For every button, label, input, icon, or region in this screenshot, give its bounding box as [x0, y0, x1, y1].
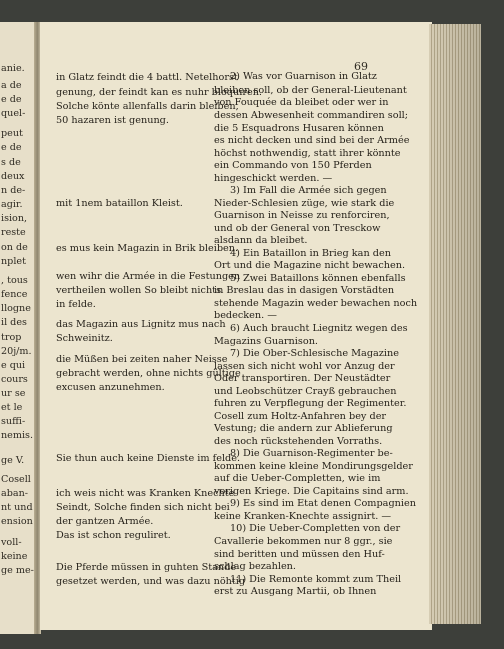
left-column-line: 50 hazaren ist genung. [56, 115, 169, 126]
right-column-line: sind beritten und müssen den Huf- [214, 549, 385, 560]
left-column-line: Seindt, Solche finden sich nicht bei [56, 502, 230, 513]
facing-page-line: ur se [1, 388, 26, 399]
left-column-line: in Glatz feindt die 4 battl. Netelhorst [56, 72, 238, 83]
left-column-line: gebracht werden, ohne nichts gültige [56, 368, 241, 379]
left-column-line: der gantzen Armée. [56, 516, 154, 527]
facing-page-line: agir. [1, 199, 23, 210]
facing-page-line: quel- [1, 108, 26, 119]
right-column-line: stehende Magazin weder bewachen noch [214, 298, 418, 309]
page-number: 69 [354, 60, 368, 73]
facing-page-line: nemis. [1, 430, 33, 441]
facing-page-line: s de [1, 157, 21, 168]
facing-page-line: nplet [1, 256, 26, 267]
left-column-line: es mus kein Magazin in Brik bleiben. [56, 243, 239, 254]
left-column-line: genung, der feindt kan es nuhr bloquiren. [56, 87, 263, 98]
right-column-line: Vestung; die andern zur Ablieferung [214, 423, 393, 434]
right-column-line: Oder transportiren. Der Neustädter [214, 373, 391, 384]
facing-page-line: llogne [1, 303, 31, 314]
facing-page-line: suffi- [1, 416, 26, 427]
left-column-line: Schweinitz. [56, 333, 113, 344]
facing-page-line: aban- [1, 488, 29, 499]
right-column-line: keine Kranken-Knechte assignirt. — [214, 511, 392, 522]
facing-page-line: nt und [1, 502, 33, 513]
page-edges-shade [429, 24, 481, 624]
facing-page-line: , tous [1, 275, 28, 286]
left-column-line: die Müßen bei zeiten naher Neisse [56, 354, 228, 365]
facing-page-line: 20j/m. [1, 346, 32, 357]
facing-page-line: reste [1, 227, 26, 238]
right-column-line: von Fouquée da bleibet oder wer in [214, 97, 389, 108]
facing-page-line: deux [1, 171, 25, 182]
right-column-line: 2) Was vor Guarnison in Glatz [230, 71, 377, 82]
left-column-line: wen wihr die Armée in die Festungen [56, 271, 241, 282]
right-column-line: Magazins Guarnison. [214, 336, 319, 347]
right-column-line: ein Commando von 150 Pferden [214, 160, 372, 171]
facing-page-line: on de [1, 242, 28, 253]
right-column-line: Cosell zum Holtz-Anfahren bey der [214, 411, 387, 422]
left-column-line: Sie thun auch keine Dienste im felde. [56, 453, 241, 464]
right-column-line: erst zu Ausgang Martii, ob Ihnen [214, 586, 377, 597]
left-column-line: Die Pferde müssen in guhten Stande [56, 562, 237, 573]
left-column-line: mit 1nem bataillon Kleist. [56, 198, 183, 209]
facing-page-line: ension [1, 516, 33, 527]
facing-page-line: ision, [1, 213, 28, 224]
right-column-line: Guarnison in Neisse zu renforciren, [214, 210, 390, 221]
right-column-line: 11) Die Remonte kommt zum Theil [230, 574, 402, 585]
right-column-line: bedecken. — [214, 310, 277, 321]
right-column-line: fuhren zu Verpflegung der Regimenter. [214, 398, 407, 409]
right-column-line: 9) Es sind im Etat denen Compagnien [230, 498, 416, 509]
facing-page-line: e qui [1, 360, 26, 371]
facing-page-line: il des [1, 317, 27, 328]
right-column-line: 3) Im Fall die Armée sich gegen [230, 185, 387, 196]
facing-page-line: peut [1, 128, 23, 139]
facing-page-line: n de- [1, 185, 26, 196]
right-column-line: es nicht decken und sind bei der Armée [214, 135, 410, 146]
right-column-line: schlag bezahlen. [214, 561, 296, 572]
right-column-line: des noch rückstehenden Vorraths. [214, 436, 383, 447]
left-column-line: in felde. [56, 299, 96, 310]
left-column-line: Das ist schon reguliret. [56, 530, 171, 541]
right-column-line: in Breslau das in dasigen Vorstädten [214, 285, 395, 296]
right-column-line: 10) Die Ueber-Completten von der [230, 523, 401, 534]
right-column-line: bleiben soll, ob der General-Lieutenant [214, 85, 407, 96]
facing-page-line: fence [1, 289, 28, 300]
facing-page-line: e de [1, 94, 22, 105]
facing-page-line: a de [1, 80, 22, 91]
facing-page-line: ge me- [1, 565, 34, 576]
facing-page-line: cours [1, 374, 28, 385]
right-column-line: und Leobschützer Crayß gebrauchen [214, 386, 397, 397]
left-column-line: das Magazin aus Lignitz mus nach [56, 319, 226, 330]
right-column-line: dessen Abwesenheit commandiren soll; [214, 110, 409, 121]
facing-page-line: keine [1, 551, 28, 562]
right-column-line: Ort und die Magazine nicht bewachen. [214, 260, 406, 271]
right-column-line: lassen sich nicht wohl vor Anzug der [214, 361, 395, 372]
facing-page-line: Cosell [1, 474, 31, 485]
right-column-line: hingeschickt werden. — [214, 173, 333, 184]
left-column-line: vertheilen wollen So bleibt nichts [56, 285, 222, 296]
right-column-line: kommen keine kleine Mondirungsgelder [214, 461, 413, 472]
right-column-line: auf die Ueber-Completten, wie im [214, 473, 381, 484]
facing-page-line: e de [1, 142, 22, 153]
right-column-line: vorigen Kriege. Die Capitains sind arm. [214, 486, 409, 497]
left-column-line: ich weis nicht was Kranken Knechte [56, 488, 235, 499]
right-column-line: und ob der General von Tresckow [214, 223, 381, 234]
right-column-line: 7) Die Ober-Schlesische Magazine [230, 348, 399, 359]
right-column-line: 5) Zwei Bataillons können ebenfalls [230, 273, 406, 284]
right-column-line: die 5 Esquadrons Husaren können [214, 123, 384, 134]
right-column-line: 6) Auch braucht Liegnitz wegen des [230, 323, 408, 334]
right-column-line: höchst nothwendig, statt ihrer könnte [214, 148, 401, 159]
right-column-line: Cavallerie bekommen nur 8 ggr., sie [214, 536, 393, 547]
right-column-line: 4) Ein Bataillon in Brieg kan den [230, 248, 391, 259]
facing-page-line: anie. [1, 63, 25, 74]
left-column-line: Solche könte allenfalls darin bleiben, [56, 101, 239, 112]
facing-page-line: et le [1, 402, 23, 413]
facing-page-line: voll- [1, 537, 22, 548]
left-column-line: gesetzet werden, und was dazu nöhtig [56, 576, 246, 587]
left-column-line: excusen anzunehmen. [56, 382, 165, 393]
right-column-line: alsdann da bleibet. [214, 235, 308, 246]
right-column-line: 8) Die Guarnison-Regimenter be- [230, 448, 393, 459]
facing-page-line: ge V. [1, 455, 25, 466]
right-column-line: Nieder-Schlesien züge, wie stark die [214, 198, 395, 209]
facing-page-line: trop [1, 332, 22, 343]
